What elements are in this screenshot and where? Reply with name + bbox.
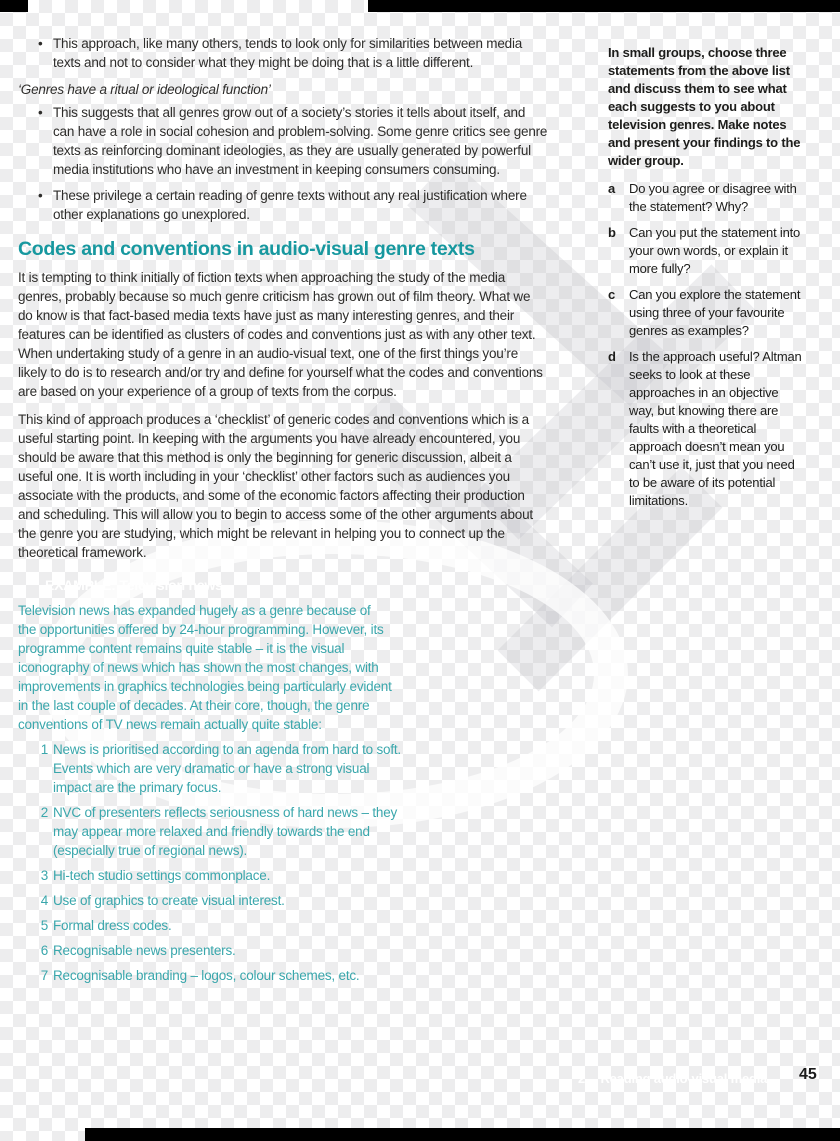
bullet-item: [18, 186, 548, 224]
bullet-text: This approach, like many others, tends to look only for similarities between media texts and not to consider what they might be doing that is a little different.: [53, 36, 523, 70]
question-label: d: [608, 349, 616, 364]
bullet-dot: •: [38, 36, 43, 51]
bullet-item: [18, 103, 548, 179]
list-item: [18, 916, 402, 935]
image-edge-bar-bottom: [85, 1128, 840, 1141]
running-footer: [578, 1071, 767, 1086]
list-item-text: Recognisable news presenters.: [53, 943, 236, 958]
list-item: [18, 966, 402, 985]
image-edge-bar-top-right: [368, 0, 840, 12]
chapter-title: Reading audio-visual media: [600, 1071, 768, 1086]
list-item-number: 7: [40, 968, 48, 983]
list-item-number: 1: [40, 742, 48, 757]
list-item-text: Hi-tech studio settings commonplace.: [53, 868, 271, 883]
example-numbered-list: [18, 740, 402, 985]
image-edge-bar-top-left: [0, 0, 28, 12]
list-item-number: 6: [40, 943, 48, 958]
question-label: b: [608, 225, 616, 240]
body-paragraph: This kind of approach produces a ‘checklist’ of generic codes and conventions which is a useful starting point. In keeping with the arguments you have already encountered, you should be aware that this method is only the beginning for generic discussion, albeit a useful one. It is worth including in your ‘checklist’ other factors such as audiences you associate with the products, and some of the economic factors affecting their production and scheduling. This will allow you to begin to access some of the other arguments about the genre you are studying, which might be relevant in helping you to connect up the theoretical framework.: [18, 412, 533, 560]
bullet-dot: •: [38, 105, 43, 120]
quote-heading: ‘Genres have a ritual or ideological function’: [18, 82, 271, 97]
page-number: 45: [799, 1066, 817, 1083]
body-paragraph: It is tempting to think initially of fiction texts when approaching the study of the media genres, probably because so much genre criticism has grown out of film theory. What we do know is that fact-based media texts have just as many interesting genres, and their features can be identified as clusters of codes and conventions just as with any other text. When undertaking study of a genre in an audio-visual text, one of the first things you’re likely to do is to research and/or try and define for yourself what the codes and conventions are based on your experience of a group of texts from the corpus.: [18, 270, 543, 399]
bullet-list-second: [18, 103, 548, 224]
question-text: Do you agree or disagree with the statement? Why?: [629, 181, 797, 214]
list-item: [18, 891, 402, 910]
question-text: Can you explore the statement using three of your favourite genres as examples?: [629, 287, 801, 338]
example-intro: Television news has expanded hugely as a genre because of the opportunities offered by 24-hour programming. However, its programme content remains quite stable – it is the visual iconography of news which has shown the most changes, with improvements in graphics technologies being particularly evident in the last couple of decades. At their core, though, the genre conventions of TV news remain actually quite stable:: [18, 603, 392, 732]
question-text: Can you put the statement into your own words, or explain it more fully?: [629, 225, 801, 276]
question-label: c: [608, 287, 616, 302]
bullet-list-top: [18, 34, 548, 72]
question-text: Is the approach useful? Altman seeks to look at these approaches in an objective way, but knowing there are faults with a theoretical approach doesn’t mean you can’t use it, just that you need to be aware of its potential limitations.: [629, 349, 802, 508]
list-item-number: 2: [40, 805, 48, 820]
list-item-text: NVC of presenters reflects seriousness of hard news – they may appear more relaxed and friendly towards the end (especially true of regional news).: [53, 805, 398, 858]
list-item: [18, 941, 402, 960]
bullet-text: This suggests that all genres grow out of a society’s stories it tells about itself, and can have a role in social cohesion and problem-solving. Some genre critics see genre texts as reinforcing dominant ideologies, as they are usually generated by powerful media institutions who have an investment in keeping consumers consuming.: [53, 105, 548, 177]
list-item-number: 5: [40, 918, 48, 933]
list-item-number: 4: [40, 893, 48, 908]
list-item: [18, 803, 402, 860]
chapter-number: 2: [578, 1071, 586, 1086]
activity-sidebar: [608, 44, 804, 518]
list-item-text: Recognisable branding – logos, colour schemes, etc.: [53, 968, 360, 983]
list-item-number: 3: [40, 868, 48, 883]
list-item-text: Formal dress codes.: [53, 918, 172, 933]
activity-question-list: [608, 180, 804, 510]
list-item-text: News is prioritised according to an agenda from hard to soft. Events which are very dramatic or have a strong visual impact are the primary focus.: [53, 742, 401, 795]
main-column: [18, 30, 548, 991]
activity-question: [608, 180, 804, 216]
bullet-text: These privilege a certain reading of genre texts without any real justification where other explanations go unexplored.: [53, 188, 527, 222]
question-label: a: [608, 181, 616, 196]
list-item-text: Use of graphics to create visual interest.: [53, 893, 285, 908]
section-heading: Codes and conventions in audio-visual genre texts: [18, 238, 475, 260]
example-block: [18, 576, 548, 985]
activity-question: [608, 286, 804, 340]
bullet-dot: •: [38, 188, 43, 203]
activity-intro: In small groups, choose three statements from the above list and discuss them to see what each suggests to you about television genres. Make notes and present your findings to the wider group.: [608, 45, 801, 168]
activity-question: [608, 348, 804, 510]
list-item: [18, 740, 402, 797]
bullet-item: [18, 34, 548, 72]
list-item: [18, 866, 402, 885]
activity-question: [608, 224, 804, 278]
example-label: EXAMPLE: Television news: [45, 577, 223, 593]
